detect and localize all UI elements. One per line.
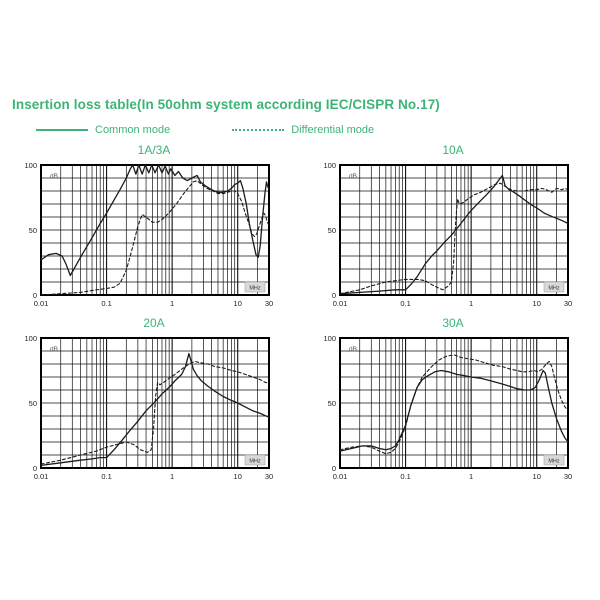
x-tick-label: 30 (563, 472, 573, 481)
chart-title-1a3a: 1A/3A (137, 143, 171, 157)
differential-mode-line-swatch (232, 129, 284, 131)
x-tick-label: 0.01 (332, 299, 348, 308)
y-unit-label: dB (349, 173, 357, 180)
chart-plot-30a (307, 333, 599, 489)
y-tick-label: 0 (331, 290, 336, 300)
y-unit-label: dB (50, 346, 58, 353)
x-tick-label: 0.1 (101, 472, 112, 481)
x-tick-label: 10 (233, 472, 242, 481)
chart-30a (307, 316, 599, 492)
y-tick-label: 50 (28, 398, 37, 408)
y-unit-label: dB (349, 346, 357, 353)
x-tick-label: 10 (233, 299, 242, 308)
x-tick-label: 1 (170, 472, 175, 481)
y-tick-label: 100 (24, 160, 37, 170)
x-tick-label: 30 (264, 299, 274, 308)
y-tick-label: 50 (327, 225, 336, 235)
chart-title-20a: 20A (143, 316, 165, 330)
x-tick-label: 0.01 (332, 472, 348, 481)
x-unit-label: MHz (548, 458, 560, 465)
x-tick-label: 10 (532, 472, 541, 481)
chart-20a (8, 316, 300, 492)
chart-plot-20a (8, 333, 300, 489)
chart-1a3a (8, 143, 300, 319)
x-tick-label: 0.1 (400, 472, 411, 481)
y-tick-label: 50 (327, 398, 336, 408)
chart-10a (307, 143, 599, 319)
x-tick-label: 10 (532, 299, 541, 308)
common-mode-line-swatch (36, 129, 88, 131)
chart-title-10a: 10A (442, 143, 464, 157)
y-tick-label: 50 (28, 225, 37, 235)
chart-plot-10a (307, 160, 599, 316)
legend (36, 124, 374, 136)
x-tick-label: 30 (264, 472, 274, 481)
x-tick-label: 1 (170, 299, 175, 308)
y-tick-label: 100 (323, 333, 336, 343)
x-unit-label: MHz (249, 458, 261, 465)
legend-label-differential: Differential mode (291, 124, 375, 136)
x-tick-label: 0.01 (33, 472, 49, 481)
x-tick-label: 0.1 (400, 299, 411, 308)
x-tick-label: 30 (563, 299, 573, 308)
x-tick-label: 0.1 (101, 299, 112, 308)
legend-label-common: Common mode (95, 124, 171, 136)
x-unit-label: MHz (548, 285, 560, 292)
y-unit-label: dB (50, 173, 58, 180)
y-tick-label: 0 (32, 463, 37, 473)
page-title: Insertion loss table(In 50ohm system according IEC/CISPR No.17) (12, 97, 440, 112)
x-tick-label: 1 (469, 299, 474, 308)
y-tick-label: 100 (24, 333, 37, 343)
chart-title-30a: 30A (442, 316, 464, 330)
x-tick-label: 0.01 (33, 299, 49, 308)
y-tick-label: 100 (323, 160, 336, 170)
y-tick-label: 0 (331, 463, 336, 473)
x-tick-label: 1 (469, 472, 474, 481)
x-unit-label: MHz (249, 285, 261, 292)
y-tick-label: 0 (32, 290, 37, 300)
chart-plot-1a3a (8, 160, 300, 316)
